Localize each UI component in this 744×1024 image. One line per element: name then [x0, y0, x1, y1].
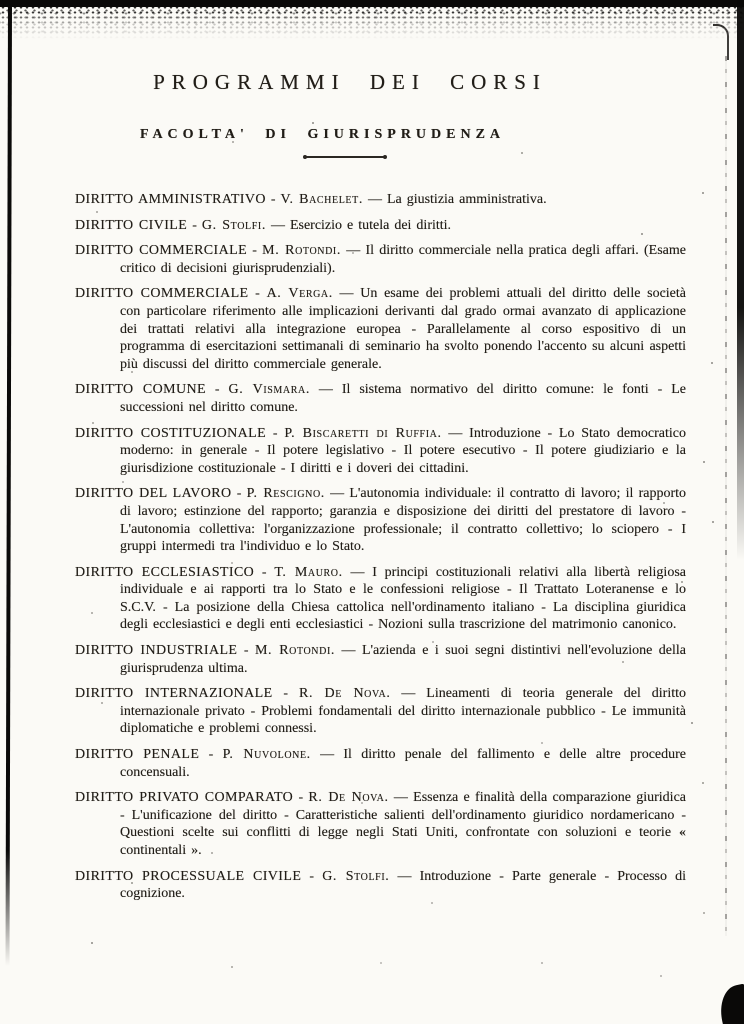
professor-description-separator: —	[309, 382, 342, 398]
scan-speckles	[0, 0, 2, 2]
course-title: DIRITTO CIVILE	[75, 217, 188, 233]
title-professor-separator: -	[301, 868, 323, 884]
course-entry	[75, 242, 686, 277]
title-professor-separator: -	[187, 217, 202, 233]
title-professor-separator: -	[254, 564, 275, 580]
professor-name: P. Biscaretti di Ruffia.	[284, 425, 442, 441]
title-professor-separator: -	[237, 643, 255, 659]
professor-description-separator: —	[332, 286, 361, 302]
scan-bottom-right-blob	[716, 983, 744, 1024]
title-professor-separator: -	[247, 243, 263, 259]
course-title: DIRITTO PROCESSUALE CIVILE	[75, 868, 302, 884]
course-entry	[75, 485, 686, 555]
professor-name: G. Stolfi.	[201, 217, 266, 233]
professor-name: G. Vismara.	[228, 382, 310, 398]
title-professor-separator: -	[205, 382, 229, 398]
course-title: DIRITTO PENALE	[75, 747, 200, 763]
professor-name: M. Rotondi.	[262, 243, 341, 259]
title-professor-separator: -	[248, 286, 267, 302]
title-professor-separator: -	[199, 747, 223, 763]
professor-description-separator: —	[310, 747, 344, 763]
course-description: Il diritto commerciale nella pratica degli affari. (Esame critico di decisioni giurisprudenziali).	[120, 243, 686, 276]
professor-description-separator: —	[441, 425, 470, 441]
heading-rule	[306, 156, 384, 158]
professor-name: M. Rotondi.	[254, 643, 335, 659]
professor-description-separator: —	[388, 790, 414, 806]
course-title: DIRITTO ECCLESIASTICO	[75, 564, 255, 580]
course-description: Introduzione - Parte generale - Processo di cognizione.	[120, 868, 687, 902]
professor-name: P. Rescigno.	[246, 486, 325, 502]
professor-description-separator: —	[340, 243, 366, 259]
page-title: PROGRAMMI DEI CORSI	[153, 70, 547, 94]
course-entry	[75, 868, 686, 903]
course-entry	[75, 642, 686, 677]
course-title: DIRITTO DEL LAVORO	[75, 486, 232, 502]
course-entry	[75, 746, 686, 781]
professor-name: V. Bachelet.	[280, 192, 363, 207]
title-professor-separator: -	[266, 425, 285, 441]
course-title: DIRITTO INDUSTRIALE	[75, 643, 238, 659]
title-professor-separator: -	[265, 192, 281, 207]
professor-description-separator: —	[389, 868, 420, 884]
scan-top-noise-band	[0, 5, 744, 39]
professor-description-separator: —	[324, 486, 350, 502]
course-description: Essenza e finalità della comparazione giuridica - L'unificazione del diritto - Caratteristiche salienti dell'ordinamento giuridico nordamericano - Questioni scelte sui conflitti di legge negli Stati Uniti, confrontate con soluzioni e teorie « continentali ».	[120, 790, 686, 858]
course-title: DIRITTO COMMERCIALE	[75, 286, 249, 302]
professor-description-separator: —	[265, 217, 290, 233]
course-description: L'azienda e i suoi segni distintivi nell'evoluzione della giurisprudenza ultima.	[120, 643, 686, 676]
course-title: DIRITTO COMUNE	[75, 382, 206, 398]
course-list	[75, 191, 686, 911]
course-entry	[75, 425, 686, 478]
professor-name: A. Verga.	[266, 286, 333, 302]
professor-name: R. De Nova.	[299, 686, 391, 702]
professor-description-separator: —	[362, 192, 387, 207]
course-description: Lineamenti di teoria generale del diritto internazionale privato - Problemi fondamentali del diritto internazionale pubblico - Le immunità diplomatiche e problemi connessi.	[120, 686, 687, 737]
professor-description-separator: —	[342, 564, 373, 580]
professor-name: R. De Nova.	[308, 790, 389, 806]
course-entry	[75, 381, 686, 416]
course-description: Un esame dei problemi attuali del diritto delle società con particolare riferimento alle implicazioni derivanti dal grado ormai avanzato di applicazione dei trattati relativi alla integrazione europea - Parallelamente al corso espositivo di un programma di esercitazioni settimanali di seminario ha svolto ponendo l'accento su alcuni aspetti più discussi del diritto commerciale generale.	[120, 286, 686, 372]
title-professor-separator: -	[231, 486, 247, 502]
course-description: Introduzione - Lo Stato democratico moderno: in generale - Il potere legislativo - Il potere esecutivo - Il potere giudiziario e la giurisdizione costituzionale - I diritti e i doveri dei cittadini.	[120, 425, 687, 476]
professor-name: P. Nuvolone.	[222, 747, 311, 763]
course-entry	[75, 564, 686, 634]
course-description: Il sistema normativo del diritto comune: le fonti - Le successioni nel diritto comune.	[120, 382, 686, 415]
course-description: Esercizio e tutela dei diritti.	[289, 217, 452, 233]
professor-name: T. Mauro.	[274, 564, 343, 580]
course-description: I principi costituzionali relativi alla libertà religiosa individuale e ai rapporti tra lo Stato e le confessioni religiose - Il Trattato Loteranense e lo S.C.V. - La posizione della Chiesa cattolica nell'ordinamento italiano - La disciplina giuridica degli ecclesiastici e degli enti ecclesiastici - Nozioni sulla trascrizione del matrimonio canonico.	[120, 564, 686, 633]
course-title: DIRITTO PRIVATO COMPARATO	[75, 790, 294, 806]
course-entry	[75, 285, 686, 373]
scan-right-edge-strip	[737, 0, 744, 560]
title-professor-separator: -	[293, 790, 309, 806]
scan-page-corner-line	[713, 24, 729, 60]
course-entry	[75, 685, 686, 738]
course-title: DIRITTO COMMERCIALE	[75, 243, 248, 259]
scan-right-page-line	[725, 56, 727, 936]
course-title: DIRITTO AMMINISTRATIVO	[75, 192, 266, 207]
course-description: La giustizia amministrativa.	[386, 192, 547, 207]
course-description: Il diritto penale del fallimento e delle altre procedure concensuali.	[120, 747, 687, 780]
course-description: L'autonomia individuale: il contratto di lavoro; il rapporto di lavoro; estinzione del rapporto; garanzia e disposizione dei diritti del prestatore di lavoro - L'autonomia collettiva: l'organizzazione professionale; il contratto collettivo; lo sciopero - I gruppi intermedi tra l'individuo e lo Stato.	[120, 486, 687, 555]
title-professor-separator: -	[272, 686, 299, 702]
course-entry	[75, 217, 686, 235]
course-title: DIRITTO COSTITUZIONALE	[75, 425, 267, 441]
course-title: DIRITTO INTERNAZIONALE	[75, 686, 273, 702]
faculty-heading: FACOLTA' DI GIURISPRUDENZA	[139, 127, 506, 142]
course-entry	[75, 789, 686, 859]
professor-description-separator: —	[334, 643, 362, 659]
professor-name: G. Stolfi.	[322, 868, 390, 884]
scan-left-edge-line	[5, 6, 12, 966]
course-entry	[75, 191, 686, 209]
professor-description-separator: —	[390, 686, 427, 702]
